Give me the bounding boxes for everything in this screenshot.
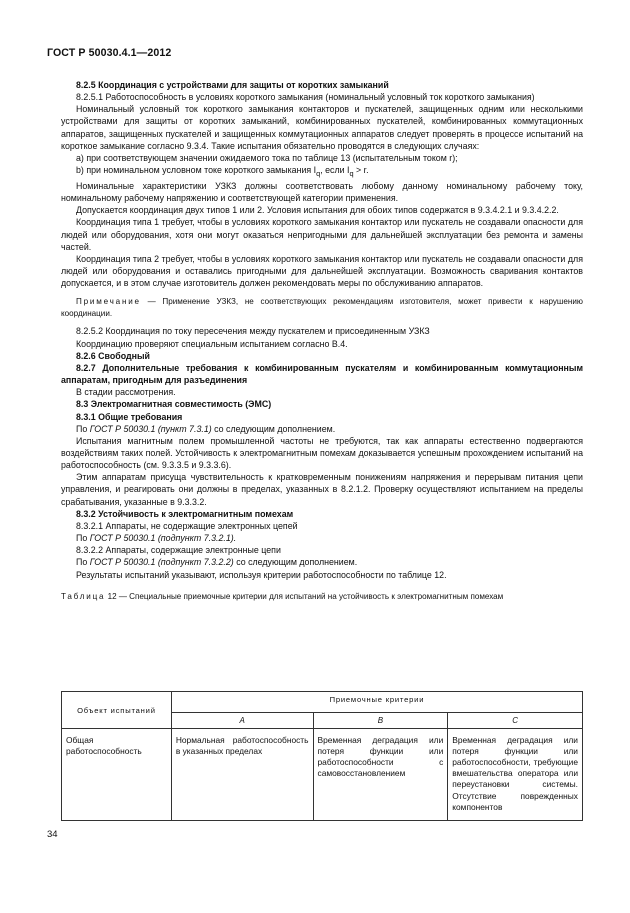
cell-criterion-a: Нормальная работоспособность в указанных пределах [171, 729, 313, 821]
type-1-paragraph: Координация типа 1 требует, чтобы в условиях короткого замыкания контактор или пускатель не создавали опасности для людей или оборудования, хотя они могут оказаться непригодными для дальнейшей эксплуатации без ремонта и замены частей. [61, 217, 583, 252]
coordination-types-paragraph: Допускается координация двух типов 1 или 2. Условия испытания для обоих типов содержатся в 9.3.4.2.1 и 9.3.4.2.2. [76, 205, 559, 216]
magnetic-field-paragraph: Испытания магнитным полем промышленной частоты не требуются, так как аппараты естественно подвергаются воздействиям таких полей. Устойчивость к электромагнитным помехам доказывается успешным прохождением испытаний на работоспособность (см. 9.3.3.5 и 9.3.3.6). [61, 435, 583, 471]
table-12-caption: Таблица 12 — Специальные приемочные критерии для испытаний на устойчивость к электромагнитным помехам [61, 591, 504, 601]
section-8-2-7-heading: 8.2.7 Дополнительные требования к комбинированным пускателям и комбинированным коммутационным аппаратам, пригодным для разъединения [61, 362, 583, 386]
uzkz-paragraph: Номинальные характеристики УЗКЗ должны соответствовать любому данному номинальному рабочему току, номинальному рабочему напряжению и соответствующей категории применения. [61, 181, 583, 204]
section-8-3-2-heading: 8.3.2 Устойчивость к электромагнитным помехам [76, 508, 294, 519]
section-8-2-5-heading: 8.2.5 Координация с устройствами для защиты от коротких замыканий [76, 80, 389, 90]
reference-7-3-2-2: По ГОСТ Р 50030.1 (подпункт 7.3.2.2) со следующим дополнением. [76, 557, 358, 568]
reference-7-3-2-1: По ГОСТ Р 50030.1 (подпункт 7.3.2.1). [76, 533, 237, 544]
section-8-3-heading: 8.3 Электромагнитная совместимость (ЭМС) [76, 399, 272, 410]
case-b: b) при номинальном условном токе короткого замыкания $I_q$, если $I_q > r$. [76, 165, 369, 178]
nominal-current-paragraph: Номинальный условный ток короткого замыкания контакторов и пускателей, защищенных одним или несколькими устройствами для защиты от коротких замыканий, комбинированных пускателей, комбинированных коммутационных аппаратов, защищенных пускателей и защищенных коммутационных аппаратов следует проверять в процессе испытаний на короткое замыкание согласно 9.3.4. Такие испытания обязательно проводятся в следующих случаях: [61, 104, 583, 151]
results-paragraph: Результаты испытаний указывают, используя критерии работоспособности по таблице 12. [76, 569, 447, 580]
section-8-3-1-heading: 8.3.1 Общие требования [76, 411, 183, 422]
section-8-2-7-text: В стадии рассмотрения. [76, 387, 176, 398]
reference-7-3-1: По ГОСТ Р 50030.1 (пункт 7.3.1) со следующим дополнением. [76, 423, 336, 434]
clause-8-3-2-1: 8.3.2.1 Аппараты, не содержащие электронных цепей [76, 520, 298, 531]
case-a: а) при соответствующем значении ожидаемого тока по таблице 13 (испытательным током r); [76, 152, 458, 163]
clause-8-2-5-1: 8.2.5.1 Работоспособность в условиях короткого замыкания (номинальный условный ток короткого замыкания) [76, 92, 535, 103]
clause-8-2-5-2: 8.2.5.2 Координация по току пересечения между пускателем и присоединенным УЗКЗ [76, 326, 430, 337]
cell-object: Общая работоспособность [62, 729, 172, 821]
voltage-dips-paragraph: Этим аппаратам присуща чувствительность к кратковременным понижениям напряжения и перерывам питания цепи управления, и реагировать они должны в пределах, указанных в 8.2.1.2. Проверку осуществляют испытанием на пределы срабатывания, указанные в 9.3.3.2. [61, 472, 583, 507]
type-2-paragraph: Координация типа 2 требует, чтобы в условиях короткого замыкания контактор или пускатель не создавали опасности для людей или оборудования и оставались пригодными для дальнейшей эксплуатации. Возможность сваривания контактов допускается, и в этом случае изготовитель должен рекомендовать меры по обслуживанию аппаратов. [61, 253, 583, 289]
document-header: ГОСТ Р 50030.4.1—2012 [47, 47, 172, 59]
header-test-object: Объект испытаний [62, 692, 172, 729]
clause-8-2-5-2-text: Координацию проверяют специальным испытанием согласно В.4. [76, 338, 348, 349]
header-acceptance-criteria: Приемочные критерии [171, 692, 582, 713]
header-criterion-b: B [313, 713, 448, 729]
clause-8-3-2-2: 8.3.2.2 Аппараты, содержащие электронные цепи [76, 545, 281, 556]
note: Примечание — Применение УЗКЗ, не соответствующих рекомендациям изготовителя, может привести к нарушению координации. [61, 297, 583, 318]
document-body [61, 79, 583, 602]
table-12 [61, 691, 583, 821]
header-criterion-a: A [171, 713, 313, 729]
header-criterion-c: C [448, 713, 583, 729]
cell-criterion-c: Временная деградация или потеря функции или работоспособности, требующие вмешательства оператора или переустановки системы. Отсутствие поврежденных компонентов [448, 729, 583, 821]
cell-criterion-b: Временная деградация или потеря функции или работоспособности с самовосстановлением [313, 729, 448, 821]
table-row [62, 729, 583, 821]
section-8-2-6-heading: 8.2.6 Свободный [76, 350, 150, 361]
page-number: 34 [47, 829, 58, 840]
